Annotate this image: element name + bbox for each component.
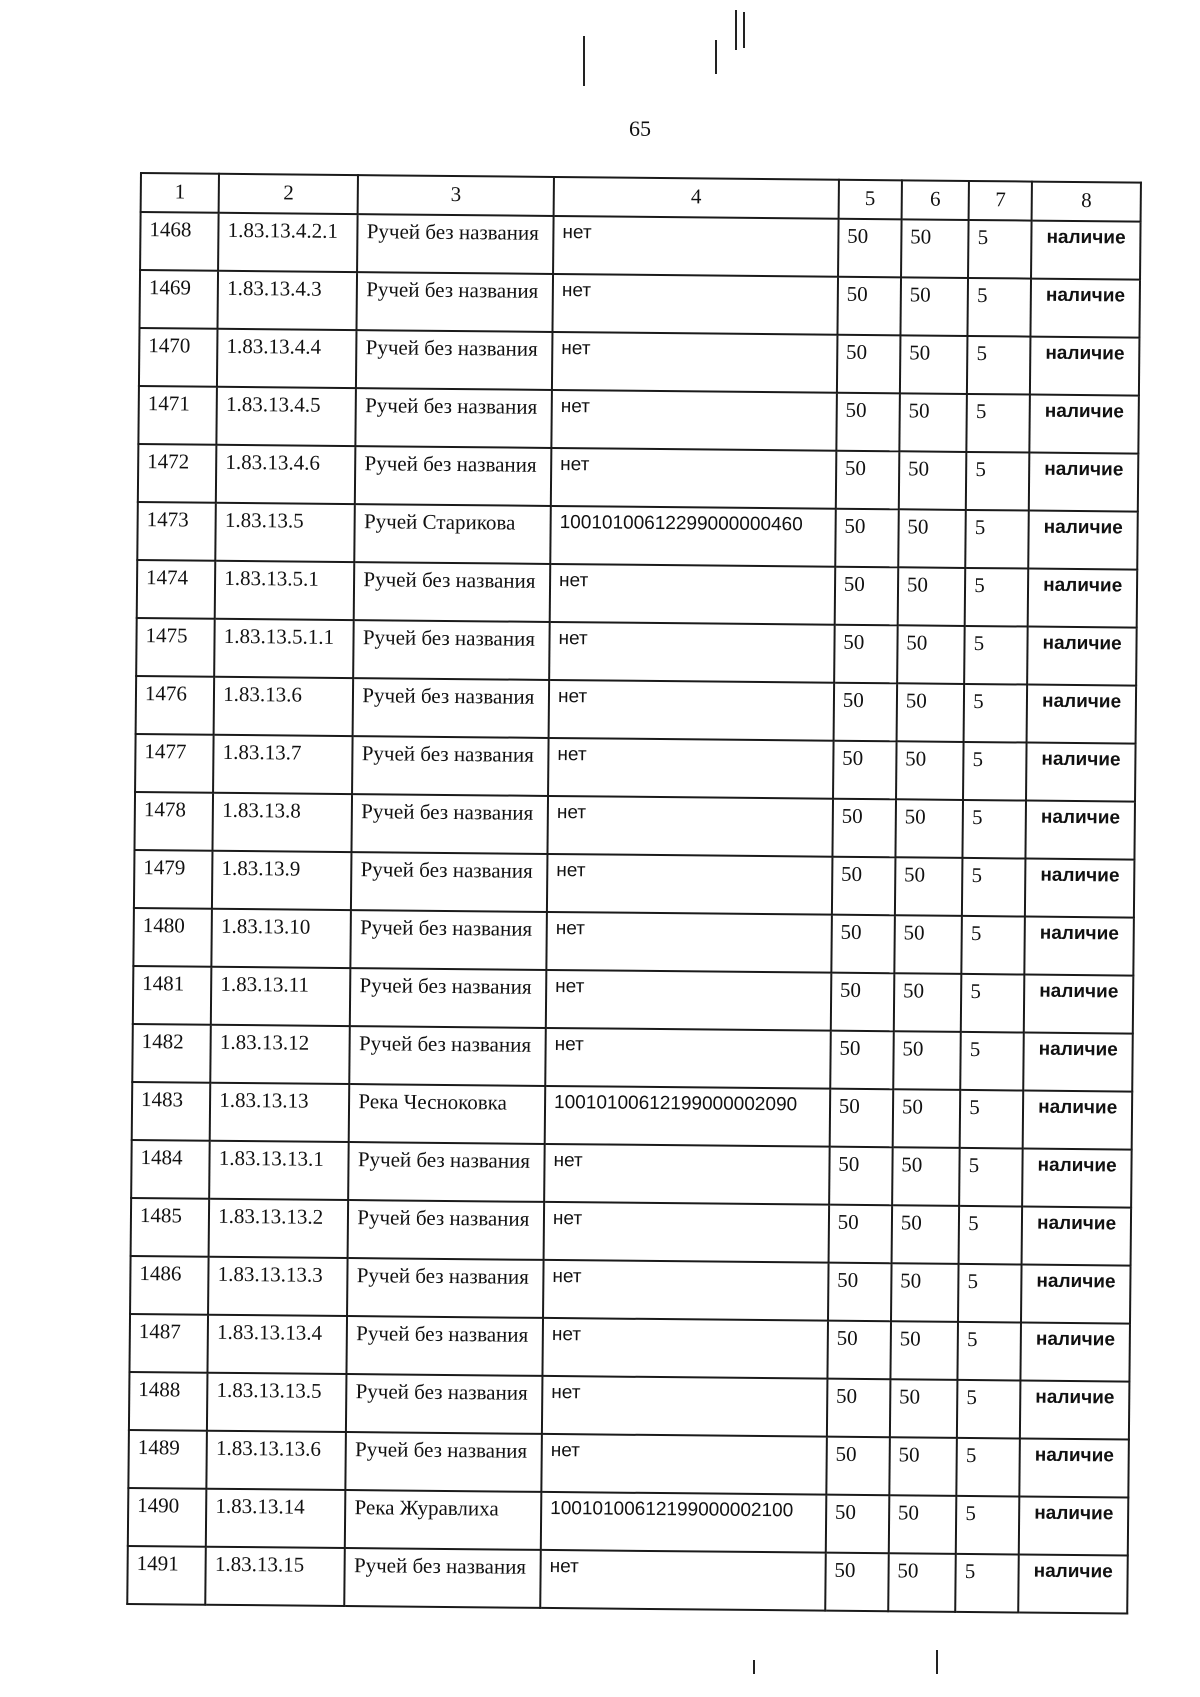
status-cell: наличие xyxy=(1021,1323,1130,1382)
value-col-6: 50 xyxy=(898,509,966,568)
value-col-7: 5 xyxy=(956,1496,1020,1555)
row-number: 1489 xyxy=(128,1430,207,1489)
water-body-code: 1.83.13.5.1 xyxy=(215,561,355,620)
register-code: нет xyxy=(551,390,836,451)
water-body-code: 1.83.13.13.4 xyxy=(208,1315,348,1374)
table-row xyxy=(134,792,1135,860)
table-row xyxy=(140,270,1141,338)
register-code: нет xyxy=(550,564,835,625)
row-number: 1481 xyxy=(133,966,212,1025)
value-col-5: 50 xyxy=(837,277,901,336)
column-header: 3 xyxy=(358,175,554,216)
row-number: 1471 xyxy=(138,386,217,445)
water-body-code: 1.83.13.15 xyxy=(206,1547,346,1606)
value-col-7: 5 xyxy=(957,1438,1021,1497)
value-col-6: 50 xyxy=(889,1495,957,1554)
status-cell: наличие xyxy=(1019,1497,1128,1556)
row-number: 1482 xyxy=(132,1024,211,1083)
value-col-6: 50 xyxy=(893,1031,961,1090)
register-code: 10010100612199000002090 xyxy=(545,1086,830,1147)
water-body-name: Ручей без названия xyxy=(354,562,550,622)
water-body-code: 1.83.13.4.4 xyxy=(217,329,357,388)
value-col-7: 5 xyxy=(961,974,1025,1033)
table-row xyxy=(140,212,1141,280)
water-body-code: 1.83.13.4.5 xyxy=(217,387,357,446)
row-number: 1487 xyxy=(129,1314,208,1373)
table-row xyxy=(137,560,1138,628)
water-body-name: Ручей без названия xyxy=(355,446,551,506)
row-number: 1473 xyxy=(137,502,216,561)
water-body-code: 1.83.13.7 xyxy=(213,735,353,794)
value-col-6: 50 xyxy=(900,335,968,394)
water-body-code: 1.83.13.5 xyxy=(216,503,356,562)
status-cell: наличие xyxy=(1028,511,1137,570)
value-col-5: 50 xyxy=(831,973,895,1032)
value-col-5: 50 xyxy=(827,1321,891,1380)
value-col-5: 50 xyxy=(838,219,902,278)
register-code: нет xyxy=(542,1318,827,1379)
table-row xyxy=(128,1488,1129,1556)
register-code: нет xyxy=(546,970,831,1031)
status-cell: наличие xyxy=(1023,1033,1132,1092)
value-col-6: 50 xyxy=(892,1147,960,1206)
water-body-code: 1.83.13.11 xyxy=(211,967,351,1026)
status-cell: наличие xyxy=(1031,279,1140,338)
value-col-5: 50 xyxy=(826,1437,890,1496)
water-body-name: Ручей без названия xyxy=(357,214,553,274)
scan-mark xyxy=(743,12,745,48)
register-code: нет xyxy=(544,1202,829,1263)
value-col-6: 50 xyxy=(899,393,967,452)
status-cell: наличие xyxy=(1030,395,1139,454)
column-header: 8 xyxy=(1032,182,1141,222)
value-col-6: 50 xyxy=(896,683,964,742)
register-code: нет xyxy=(549,622,834,683)
value-col-5: 50 xyxy=(834,625,898,684)
register-code: нет xyxy=(540,1550,825,1611)
row-number: 1491 xyxy=(127,1546,206,1605)
value-col-5: 50 xyxy=(833,683,897,742)
status-cell: наличие xyxy=(1026,801,1135,860)
table-row xyxy=(129,1372,1130,1440)
water-body-name: Ручей без названия xyxy=(347,1258,543,1318)
water-body-code: 1.83.13.5.1.1 xyxy=(214,619,354,678)
register-code: нет xyxy=(541,1434,826,1495)
table-row xyxy=(128,1430,1129,1498)
value-col-6: 50 xyxy=(890,1379,958,1438)
table-row xyxy=(131,1198,1132,1266)
water-body-name: Ручей без названия xyxy=(353,678,549,738)
water-body-code: 1.83.13.13.1 xyxy=(209,1141,349,1200)
table-row xyxy=(127,1546,1128,1614)
water-body-name: Ручей без названия xyxy=(352,794,548,854)
value-col-6: 50 xyxy=(894,915,962,974)
water-body-code: 1.83.13.9 xyxy=(212,851,352,910)
value-col-7: 5 xyxy=(962,916,1026,975)
value-col-7: 5 xyxy=(967,336,1031,395)
value-col-5: 50 xyxy=(832,857,896,916)
table-row xyxy=(137,502,1138,570)
value-col-6: 50 xyxy=(901,219,969,278)
value-col-7: 5 xyxy=(959,1206,1023,1265)
register-code: нет xyxy=(551,448,836,509)
register-code: нет xyxy=(552,274,837,335)
water-body-code: 1.83.13.13.6 xyxy=(207,1431,347,1490)
row-number: 1490 xyxy=(128,1488,207,1547)
value-col-5: 50 xyxy=(834,567,898,626)
water-body-code: 1.83.13.6 xyxy=(214,677,354,736)
water-body-name: Ручей без названия xyxy=(357,272,553,332)
value-col-7: 5 xyxy=(968,220,1032,279)
water-body-name: Ручей без названия xyxy=(347,1316,543,1376)
water-body-name: Ручей без названия xyxy=(352,736,548,796)
column-header: 5 xyxy=(838,180,901,220)
value-col-7: 5 xyxy=(964,684,1028,743)
status-cell: наличие xyxy=(1020,1439,1129,1498)
value-col-7: 5 xyxy=(968,278,1032,337)
water-body-name: Ручей без названия xyxy=(345,1548,541,1608)
value-col-6: 50 xyxy=(888,1553,956,1612)
status-cell: наличие xyxy=(1022,1207,1131,1266)
value-col-7: 5 xyxy=(960,1090,1024,1149)
value-col-5: 50 xyxy=(827,1379,891,1438)
register-code: нет xyxy=(542,1376,827,1437)
water-body-code: 1.83.13.8 xyxy=(213,793,353,852)
water-body-name: Ручей без названия xyxy=(351,910,547,970)
water-body-name: Река Чесноковка xyxy=(349,1084,545,1144)
status-cell: наличие xyxy=(1027,627,1136,686)
value-col-7: 5 xyxy=(960,1032,1024,1091)
column-header: 7 xyxy=(969,181,1032,221)
value-col-6: 50 xyxy=(897,625,965,684)
status-cell: наличие xyxy=(1025,859,1134,918)
register-code: нет xyxy=(547,854,832,915)
row-number: 1479 xyxy=(134,850,213,909)
water-bodies-table xyxy=(126,172,1142,1615)
value-col-7: 5 xyxy=(958,1322,1022,1381)
scan-mark xyxy=(583,36,585,86)
value-col-7: 5 xyxy=(963,742,1027,801)
table-row xyxy=(133,908,1134,976)
row-number: 1474 xyxy=(137,560,216,619)
page-number: 65 xyxy=(629,116,651,141)
table-body xyxy=(127,212,1140,1614)
water-body-name: Ручей без названия xyxy=(350,1026,546,1086)
value-col-6: 50 xyxy=(893,1089,961,1148)
row-number: 1469 xyxy=(140,270,219,329)
table-row xyxy=(136,676,1137,744)
column-header: 2 xyxy=(219,174,358,214)
scan-mark xyxy=(753,1660,755,1674)
value-col-6: 50 xyxy=(898,567,966,626)
row-number: 1470 xyxy=(139,328,218,387)
register-code: нет xyxy=(543,1260,828,1321)
value-col-5: 50 xyxy=(830,1031,894,1090)
value-col-6: 50 xyxy=(891,1205,959,1264)
register-code: нет xyxy=(547,796,832,857)
value-col-6: 50 xyxy=(895,857,963,916)
row-number: 1478 xyxy=(134,792,213,851)
column-header: 6 xyxy=(901,180,969,220)
status-cell: наличие xyxy=(1031,221,1140,280)
value-col-6: 50 xyxy=(896,741,964,800)
status-cell: наличие xyxy=(1022,1149,1131,1208)
status-cell: наличие xyxy=(1025,917,1134,976)
water-body-name: Ручей Старикова xyxy=(355,504,551,564)
register-code: нет xyxy=(549,680,834,741)
value-col-7: 5 xyxy=(964,626,1028,685)
register-code: нет xyxy=(553,216,838,277)
value-col-5: 50 xyxy=(836,451,900,510)
value-col-6: 50 xyxy=(890,1321,958,1380)
status-cell: наличие xyxy=(1020,1381,1129,1440)
value-col-5: 50 xyxy=(828,1205,892,1264)
row-number: 1483 xyxy=(132,1082,211,1141)
document-sheet xyxy=(126,172,1142,1615)
row-number: 1477 xyxy=(135,734,214,793)
water-body-code: 1.83.13.12 xyxy=(211,1025,351,1084)
scan-mark xyxy=(936,1650,938,1674)
status-cell: наличие xyxy=(1023,1091,1132,1150)
water-body-name: Ручей без названия xyxy=(356,330,552,390)
table-row xyxy=(135,734,1136,802)
value-col-6: 50 xyxy=(891,1263,959,1322)
table-row xyxy=(136,618,1137,686)
value-col-6: 50 xyxy=(894,973,962,1032)
value-col-6: 50 xyxy=(895,799,963,858)
water-body-code: 1.83.13.14 xyxy=(206,1489,346,1548)
table-row xyxy=(139,328,1140,396)
status-cell: наличие xyxy=(1018,1555,1127,1614)
value-col-5: 50 xyxy=(829,1147,893,1206)
water-body-code: 1.83.13.4.6 xyxy=(216,445,356,504)
row-number: 1472 xyxy=(138,444,217,503)
status-cell: наличие xyxy=(1027,685,1136,744)
row-number: 1476 xyxy=(136,676,215,735)
water-body-code: 1.83.13.10 xyxy=(212,909,352,968)
status-cell: наличие xyxy=(1024,975,1133,1034)
table-row xyxy=(130,1256,1131,1324)
value-col-7: 5 xyxy=(955,1554,1019,1613)
scan-mark xyxy=(735,10,737,50)
water-body-name: Ручей без названия xyxy=(346,1374,542,1434)
water-body-code: 1.83.13.13.3 xyxy=(208,1257,348,1316)
value-col-7: 5 xyxy=(959,1148,1023,1207)
water-body-code: 1.83.13.13.2 xyxy=(209,1199,349,1258)
table-row xyxy=(132,1024,1133,1092)
status-cell: наличие xyxy=(1029,453,1138,512)
water-body-code: 1.83.13.13.5 xyxy=(207,1373,347,1432)
value-col-5: 50 xyxy=(831,915,895,974)
register-code: нет xyxy=(546,912,831,973)
register-code: нет xyxy=(544,1144,829,1205)
table-row xyxy=(132,1082,1133,1150)
register-code: нет xyxy=(552,332,837,393)
row-number: 1480 xyxy=(133,908,212,967)
value-col-7: 5 xyxy=(967,394,1031,453)
water-body-code: 1.83.13.4.2.1 xyxy=(218,213,358,272)
water-body-name: Ручей без названия xyxy=(350,968,546,1028)
value-col-7: 5 xyxy=(965,568,1029,627)
column-header: 4 xyxy=(554,177,839,219)
water-body-name: Ручей без названия xyxy=(346,1432,542,1492)
water-body-code: 1.83.13.4.3 xyxy=(218,271,358,330)
register-code: нет xyxy=(548,738,833,799)
table-row xyxy=(138,386,1139,454)
row-number: 1486 xyxy=(130,1256,209,1315)
value-col-5: 50 xyxy=(826,1495,890,1554)
water-body-code: 1.83.13.13 xyxy=(210,1083,350,1142)
column-header: 1 xyxy=(141,173,220,213)
register-code: нет xyxy=(545,1028,830,1089)
register-code: 10010100612199000002100 xyxy=(541,1492,826,1553)
value-col-7: 5 xyxy=(957,1380,1021,1439)
value-col-7: 5 xyxy=(965,510,1029,569)
water-body-name: Ручей без названия xyxy=(354,620,550,680)
value-col-5: 50 xyxy=(837,335,901,394)
water-body-name: Ручей без названия xyxy=(348,1200,544,1260)
status-cell: наличие xyxy=(1026,743,1135,802)
value-col-6: 50 xyxy=(889,1437,957,1496)
status-cell: наличие xyxy=(1021,1265,1130,1324)
row-number: 1468 xyxy=(140,212,219,271)
water-body-name: Ручей без названия xyxy=(351,852,547,912)
value-col-7: 5 xyxy=(958,1264,1022,1323)
scan-mark xyxy=(715,40,717,74)
value-col-7: 5 xyxy=(962,858,1026,917)
value-col-6: 50 xyxy=(899,451,967,510)
row-number: 1475 xyxy=(136,618,215,677)
row-number: 1485 xyxy=(131,1198,210,1257)
row-number: 1484 xyxy=(131,1140,210,1199)
value-col-5: 50 xyxy=(828,1263,892,1322)
water-body-name: Река Журавлиха xyxy=(345,1490,541,1550)
water-body-name: Ручей без названия xyxy=(356,388,552,448)
table-row xyxy=(134,850,1135,918)
value-col-7: 5 xyxy=(963,800,1027,859)
value-col-5: 50 xyxy=(836,393,900,452)
value-col-5: 50 xyxy=(835,509,899,568)
register-code: 10010100612299000000460 xyxy=(550,506,835,567)
table-row xyxy=(133,966,1134,1034)
value-col-5: 50 xyxy=(833,741,897,800)
value-col-5: 50 xyxy=(825,1553,889,1612)
water-body-name: Ручей без названия xyxy=(349,1142,545,1202)
value-col-5: 50 xyxy=(832,799,896,858)
status-cell: наличие xyxy=(1028,569,1137,628)
status-cell: наличие xyxy=(1030,337,1139,396)
table-row xyxy=(129,1314,1130,1382)
row-number: 1488 xyxy=(129,1372,208,1431)
value-col-7: 5 xyxy=(966,452,1030,511)
value-col-6: 50 xyxy=(900,277,968,336)
table-row xyxy=(131,1140,1132,1208)
value-col-5: 50 xyxy=(829,1089,893,1148)
table-row xyxy=(138,444,1139,512)
